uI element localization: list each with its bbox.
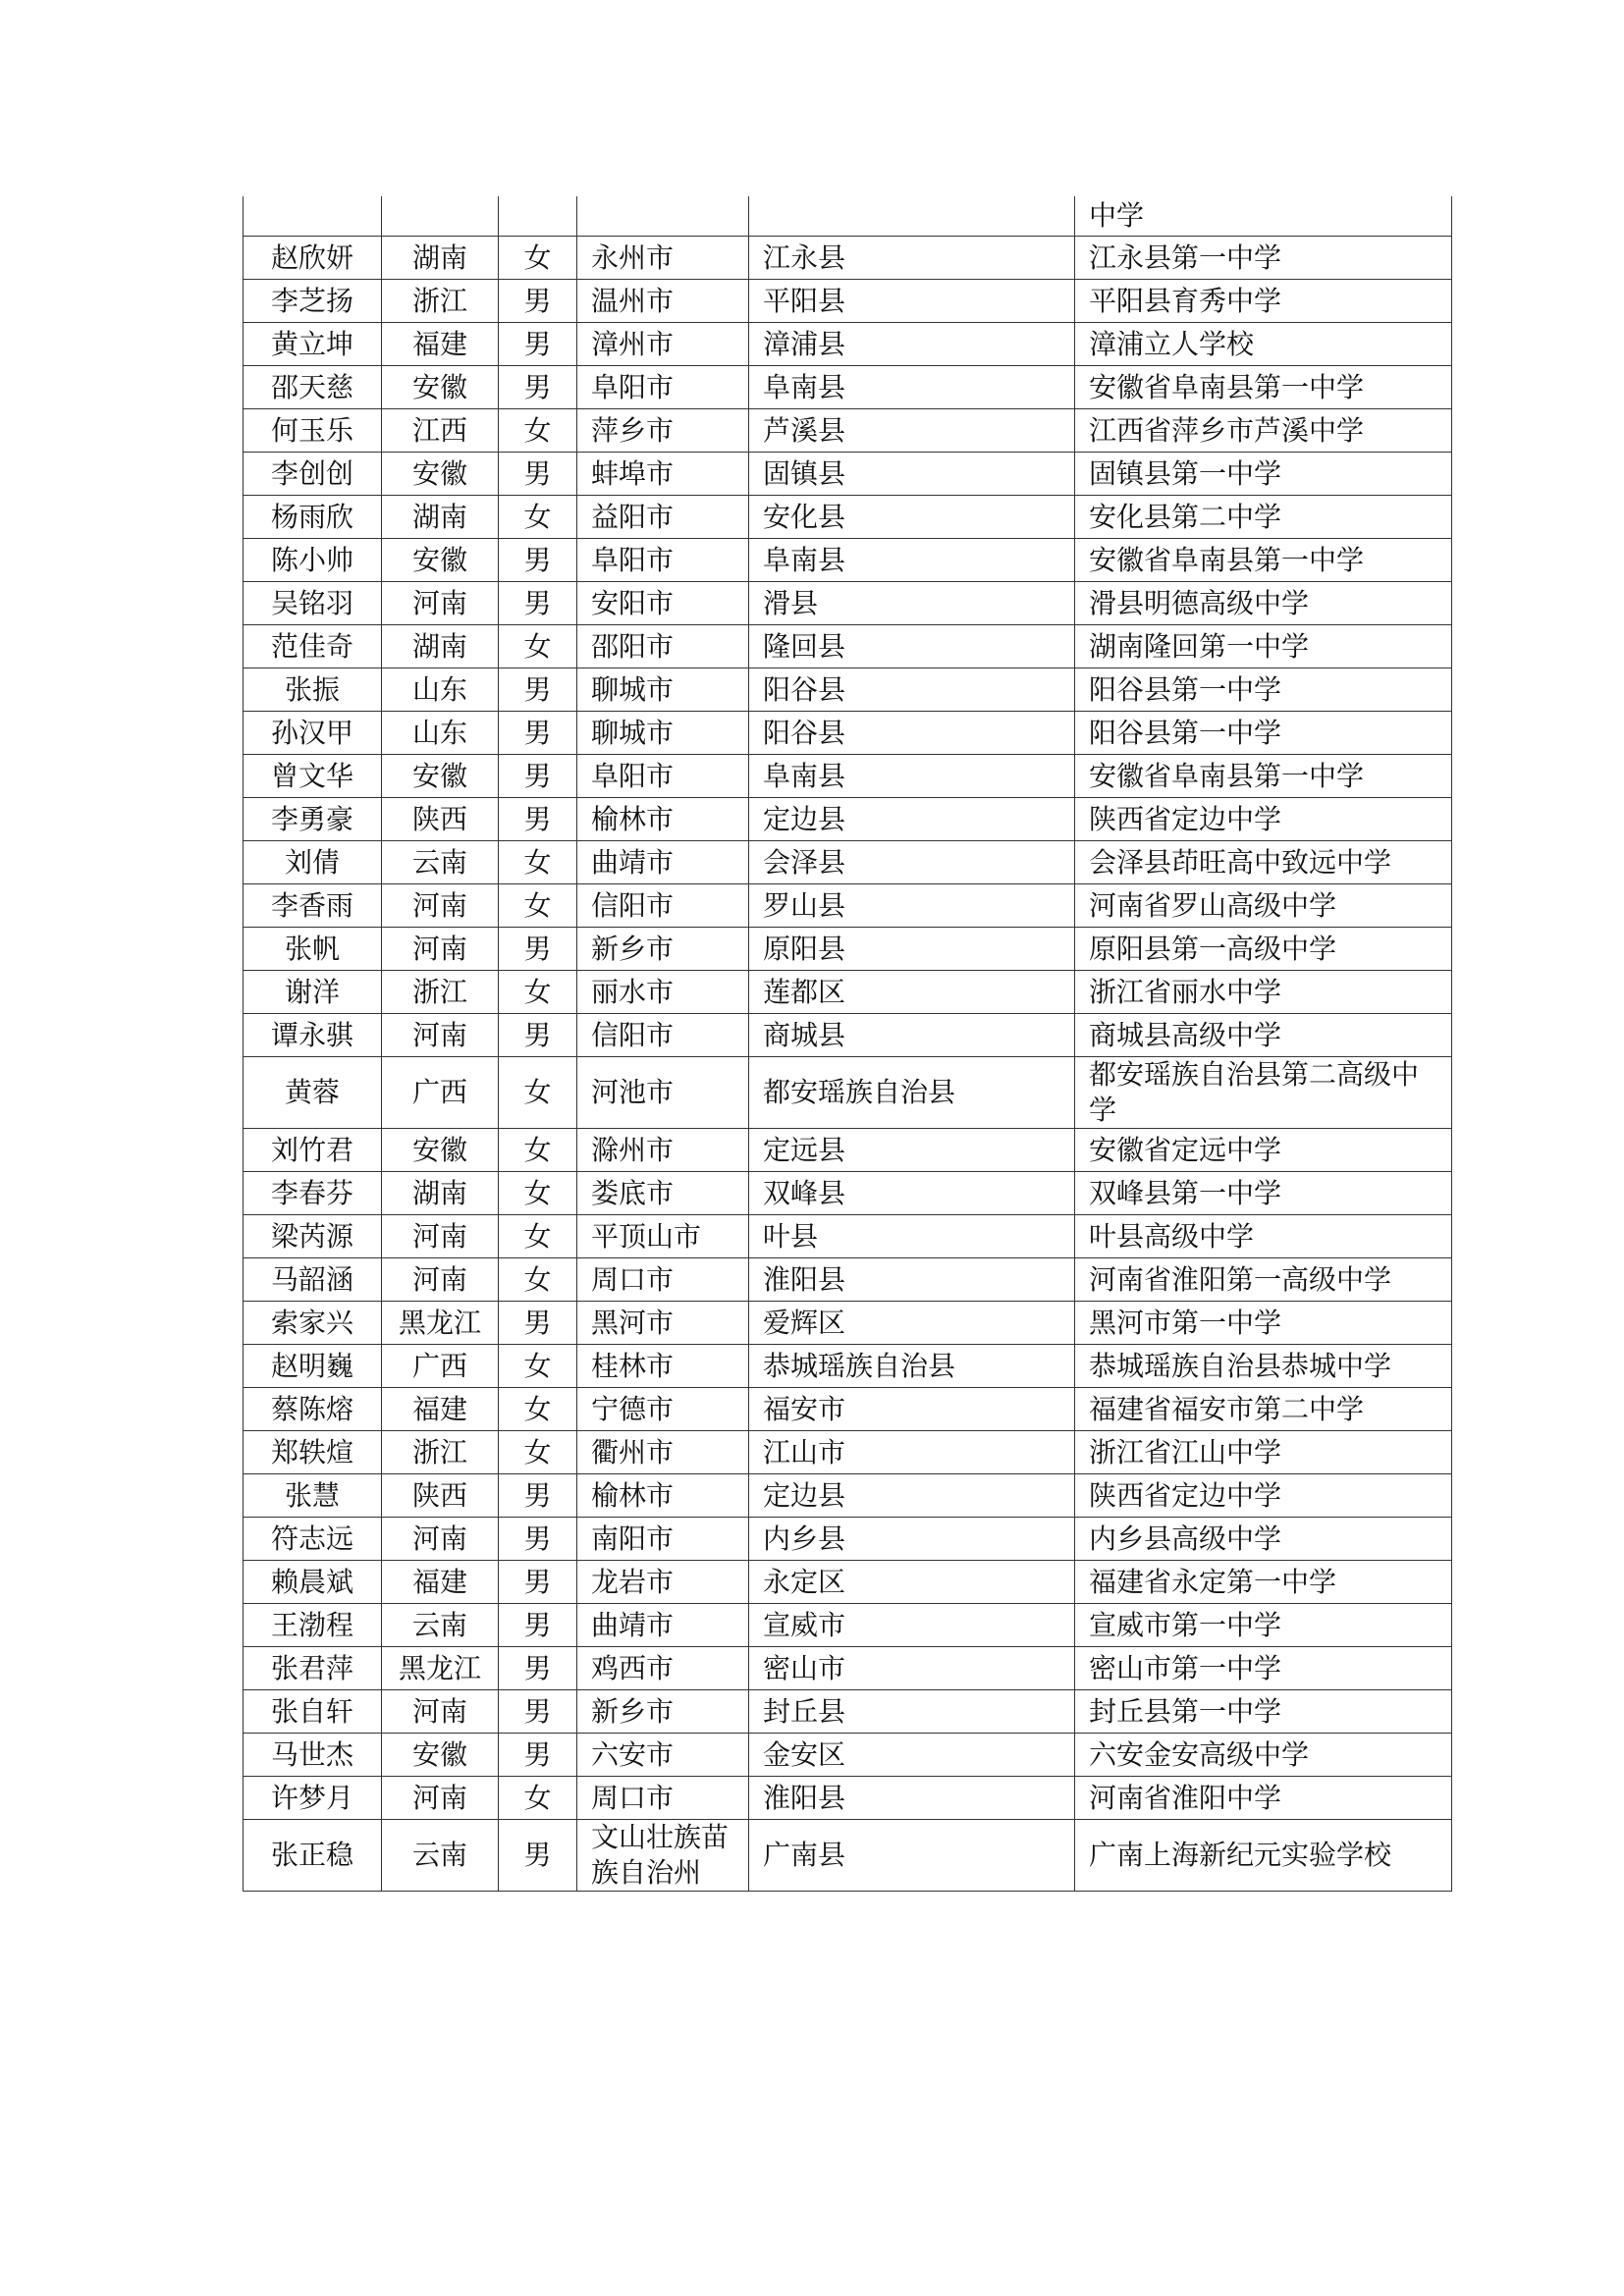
gender-cell: 女 xyxy=(499,1345,577,1388)
gender-cell: 女 xyxy=(499,1057,577,1129)
gender-cell: 男 xyxy=(499,453,577,496)
province-cell: 河南 xyxy=(382,1258,499,1302)
gender-cell: 女 xyxy=(499,1129,577,1172)
city-cell: 鸡西市 xyxy=(577,1647,749,1690)
table-row xyxy=(244,409,1452,453)
gender-cell: 女 xyxy=(499,1777,577,1820)
student-name-cell: 马世杰 xyxy=(244,1734,382,1777)
province-cell: 浙江 xyxy=(382,971,499,1014)
table-row xyxy=(244,712,1452,755)
school-cell: 滑县明德高级中学 xyxy=(1075,582,1452,625)
city-cell: 黑河市 xyxy=(577,1302,749,1345)
county-cell: 内乡县 xyxy=(749,1518,1075,1561)
province-cell: 湖南 xyxy=(382,237,499,280)
city-cell: 曲靖市 xyxy=(577,1604,749,1647)
county-cell: 芦溪县 xyxy=(749,409,1075,453)
table-row xyxy=(244,1258,1452,1302)
province-cell: 广西 xyxy=(382,1345,499,1388)
city-cell: 曲靖市 xyxy=(577,841,749,884)
student-name-cell: 李芝扬 xyxy=(244,280,382,323)
student-name-cell: 何玉乐 xyxy=(244,409,382,453)
school-cell: 安化县第二中学 xyxy=(1075,496,1452,539)
table-row xyxy=(244,1604,1452,1647)
table-row xyxy=(244,237,1452,280)
province-cell: 安徽 xyxy=(382,366,499,409)
table-row xyxy=(244,539,1452,582)
table-row xyxy=(244,453,1452,496)
province-cell: 黑龙江 xyxy=(382,1302,499,1345)
province-cell: 山东 xyxy=(382,668,499,712)
student-name-cell: 李创创 xyxy=(244,453,382,496)
table-row xyxy=(244,1057,1452,1129)
city-cell: 温州市 xyxy=(577,280,749,323)
county-cell: 恭城瑶族自治县 xyxy=(749,1345,1075,1388)
gender-cell: 女 xyxy=(499,496,577,539)
school-cell: 固镇县第一中学 xyxy=(1075,453,1452,496)
province-cell: 黑龙江 xyxy=(382,1647,499,1690)
school-cell: 江西省萍乡市芦溪中学 xyxy=(1075,409,1452,453)
gender-cell: 男 xyxy=(499,1820,577,1892)
city-cell: 萍乡市 xyxy=(577,409,749,453)
city-cell: 宁德市 xyxy=(577,1388,749,1431)
table-row xyxy=(244,928,1452,971)
province-cell: 安徽 xyxy=(382,539,499,582)
roster-body xyxy=(244,196,1452,1892)
city-cell: 漳州市 xyxy=(577,323,749,366)
gender-cell: 女 xyxy=(499,237,577,280)
county-cell xyxy=(749,196,1075,237)
student-name-cell: 范佳奇 xyxy=(244,625,382,668)
gender-cell: 男 xyxy=(499,1561,577,1604)
province-cell: 陕西 xyxy=(382,798,499,841)
school-cell: 安徽省阜南县第一中学 xyxy=(1075,366,1452,409)
student-name-cell: 曾文华 xyxy=(244,755,382,798)
student-name-cell: 张慧 xyxy=(244,1474,382,1518)
gender-cell: 男 xyxy=(499,1518,577,1561)
school-cell: 阳谷县第一中学 xyxy=(1075,668,1452,712)
student-name-cell: 张自轩 xyxy=(244,1690,382,1734)
county-cell: 固镇县 xyxy=(749,453,1075,496)
county-cell: 商城县 xyxy=(749,1014,1075,1057)
student-name-cell: 刘倩 xyxy=(244,841,382,884)
county-cell: 广南县 xyxy=(749,1820,1075,1892)
school-cell: 商城县高级中学 xyxy=(1075,1014,1452,1057)
province-cell: 河南 xyxy=(382,1777,499,1820)
school-cell: 河南省淮阳第一高级中学 xyxy=(1075,1258,1452,1302)
city-cell: 聊城市 xyxy=(577,668,749,712)
province-cell: 广西 xyxy=(382,1057,499,1129)
county-cell: 密山市 xyxy=(749,1647,1075,1690)
gender-cell: 男 xyxy=(499,323,577,366)
gender-cell: 男 xyxy=(499,366,577,409)
student-name-cell: 许梦月 xyxy=(244,1777,382,1820)
student-name-cell: 陈小帅 xyxy=(244,539,382,582)
gender-cell: 男 xyxy=(499,1302,577,1345)
table-row xyxy=(244,496,1452,539)
table-row xyxy=(244,798,1452,841)
county-cell: 金安区 xyxy=(749,1734,1075,1777)
city-cell: 邵阳市 xyxy=(577,625,749,668)
school-cell: 陕西省定边中学 xyxy=(1075,798,1452,841)
county-cell: 爱辉区 xyxy=(749,1302,1075,1345)
county-cell: 都安瑶族自治县 xyxy=(749,1057,1075,1129)
city-cell: 新乡市 xyxy=(577,928,749,971)
county-cell: 会泽县 xyxy=(749,841,1075,884)
student-name-cell: 谭永骐 xyxy=(244,1014,382,1057)
county-cell: 罗山县 xyxy=(749,884,1075,928)
table-row xyxy=(244,1820,1452,1892)
city-cell: 益阳市 xyxy=(577,496,749,539)
county-cell: 定边县 xyxy=(749,798,1075,841)
province-cell: 安徽 xyxy=(382,1734,499,1777)
table-row xyxy=(244,1647,1452,1690)
county-cell: 阳谷县 xyxy=(749,712,1075,755)
city-cell: 文山壮族苗族自治州 xyxy=(577,1820,749,1892)
city-cell xyxy=(577,196,749,237)
school-cell: 陕西省定边中学 xyxy=(1075,1474,1452,1518)
province-cell: 湖南 xyxy=(382,625,499,668)
gender-cell: 男 xyxy=(499,928,577,971)
county-cell: 定远县 xyxy=(749,1129,1075,1172)
student-name-cell: 杨雨欣 xyxy=(244,496,382,539)
gender-cell: 女 xyxy=(499,1388,577,1431)
province-cell: 安徽 xyxy=(382,755,499,798)
gender-cell: 男 xyxy=(499,798,577,841)
student-name-cell: 赵欣妍 xyxy=(244,237,382,280)
school-cell: 密山市第一中学 xyxy=(1075,1647,1452,1690)
school-cell: 阳谷县第一中学 xyxy=(1075,712,1452,755)
student-name-cell: 赖晨斌 xyxy=(244,1561,382,1604)
student-name-cell: 王渤程 xyxy=(244,1604,382,1647)
school-cell: 浙江省丽水中学 xyxy=(1075,971,1452,1014)
school-cell: 漳浦立人学校 xyxy=(1075,323,1452,366)
province-cell: 河南 xyxy=(382,1518,499,1561)
gender-cell: 男 xyxy=(499,1734,577,1777)
student-name-cell: 黄立坤 xyxy=(244,323,382,366)
table-row xyxy=(244,1431,1452,1474)
gender-cell: 男 xyxy=(499,280,577,323)
school-cell: 河南省罗山高级中学 xyxy=(1075,884,1452,928)
gender-cell: 女 xyxy=(499,409,577,453)
county-cell: 永定区 xyxy=(749,1561,1075,1604)
school-cell: 浙江省江山中学 xyxy=(1075,1431,1452,1474)
city-cell: 榆林市 xyxy=(577,1474,749,1518)
county-cell: 隆回县 xyxy=(749,625,1075,668)
gender-cell: 男 xyxy=(499,1474,577,1518)
province-cell: 安徽 xyxy=(382,1129,499,1172)
province-cell: 云南 xyxy=(382,1820,499,1892)
table-row xyxy=(244,1474,1452,1518)
gender-cell: 女 xyxy=(499,971,577,1014)
school-cell: 恭城瑶族自治县恭城中学 xyxy=(1075,1345,1452,1388)
gender-cell: 男 xyxy=(499,1604,577,1647)
province-cell: 河南 xyxy=(382,1215,499,1258)
county-cell: 滑县 xyxy=(749,582,1075,625)
province-cell: 安徽 xyxy=(382,453,499,496)
city-cell: 娄底市 xyxy=(577,1172,749,1215)
county-cell: 阜南县 xyxy=(749,366,1075,409)
school-cell: 六安金安高级中学 xyxy=(1075,1734,1452,1777)
table-row xyxy=(244,1172,1452,1215)
county-cell: 封丘县 xyxy=(749,1690,1075,1734)
city-cell: 阜阳市 xyxy=(577,366,749,409)
school-cell: 江永县第一中学 xyxy=(1075,237,1452,280)
student-name-cell: 梁芮源 xyxy=(244,1215,382,1258)
table-row xyxy=(244,196,1452,237)
gender-cell: 男 xyxy=(499,1690,577,1734)
table-row xyxy=(244,323,1452,366)
province-cell: 河南 xyxy=(382,1014,499,1057)
gender-cell: 男 xyxy=(499,1014,577,1057)
student-name-cell: 李春芬 xyxy=(244,1172,382,1215)
city-cell: 安阳市 xyxy=(577,582,749,625)
province-cell: 云南 xyxy=(382,1604,499,1647)
gender-cell: 女 xyxy=(499,1172,577,1215)
county-cell: 莲都区 xyxy=(749,971,1075,1014)
province-cell: 江西 xyxy=(382,409,499,453)
city-cell: 新乡市 xyxy=(577,1690,749,1734)
school-cell: 平阳县育秀中学 xyxy=(1075,280,1452,323)
table-row xyxy=(244,1345,1452,1388)
table-row xyxy=(244,1777,1452,1820)
table-row xyxy=(244,1734,1452,1777)
school-cell: 双峰县第一中学 xyxy=(1075,1172,1452,1215)
student-name-cell: 李香雨 xyxy=(244,884,382,928)
city-cell: 河池市 xyxy=(577,1057,749,1129)
city-cell: 平顶山市 xyxy=(577,1215,749,1258)
city-cell: 信阳市 xyxy=(577,884,749,928)
student-name-cell: 邵天慈 xyxy=(244,366,382,409)
county-cell: 双峰县 xyxy=(749,1172,1075,1215)
school-cell: 封丘县第一中学 xyxy=(1075,1690,1452,1734)
gender-cell: 男 xyxy=(499,1647,577,1690)
city-cell: 榆林市 xyxy=(577,798,749,841)
school-cell: 河南省淮阳中学 xyxy=(1075,1777,1452,1820)
student-name-cell: 谢洋 xyxy=(244,971,382,1014)
table-row xyxy=(244,625,1452,668)
school-cell: 会泽县茚旺高中致远中学 xyxy=(1075,841,1452,884)
gender-cell: 女 xyxy=(499,841,577,884)
city-cell: 蚌埠市 xyxy=(577,453,749,496)
gender-cell: 女 xyxy=(499,1215,577,1258)
school-cell: 黑河市第一中学 xyxy=(1075,1302,1452,1345)
table-row xyxy=(244,971,1452,1014)
student-name-cell: 赵明巍 xyxy=(244,1345,382,1388)
county-cell: 江永县 xyxy=(749,237,1075,280)
table-row xyxy=(244,1014,1452,1057)
province-cell: 河南 xyxy=(382,884,499,928)
county-cell: 阜南县 xyxy=(749,539,1075,582)
student-name-cell: 孙汉甲 xyxy=(244,712,382,755)
city-cell: 阜阳市 xyxy=(577,539,749,582)
student-name-cell: 黄蓉 xyxy=(244,1057,382,1129)
county-cell: 阳谷县 xyxy=(749,668,1075,712)
city-cell: 丽水市 xyxy=(577,971,749,1014)
gender-cell: 女 xyxy=(499,1258,577,1302)
city-cell: 桂林市 xyxy=(577,1345,749,1388)
gender-cell: 女 xyxy=(499,625,577,668)
school-cell: 宣威市第一中学 xyxy=(1075,1604,1452,1647)
province-cell: 云南 xyxy=(382,841,499,884)
school-cell: 湖南隆回第一中学 xyxy=(1075,625,1452,668)
county-cell: 宣威市 xyxy=(749,1604,1075,1647)
student-name-cell: 马韶涵 xyxy=(244,1258,382,1302)
table-row xyxy=(244,1518,1452,1561)
city-cell: 信阳市 xyxy=(577,1014,749,1057)
province-cell: 福建 xyxy=(382,1388,499,1431)
table-row xyxy=(244,1561,1452,1604)
province-cell: 福建 xyxy=(382,323,499,366)
student-name-cell xyxy=(244,196,382,237)
province-cell: 福建 xyxy=(382,1561,499,1604)
table-row xyxy=(244,1388,1452,1431)
gender-cell: 女 xyxy=(499,884,577,928)
county-cell: 淮阳县 xyxy=(749,1258,1075,1302)
table-row xyxy=(244,884,1452,928)
student-name-cell: 张正稳 xyxy=(244,1820,382,1892)
student-name-cell: 张振 xyxy=(244,668,382,712)
student-name-cell: 蔡陈熔 xyxy=(244,1388,382,1431)
province-cell: 河南 xyxy=(382,1690,499,1734)
table-row xyxy=(244,366,1452,409)
county-cell: 安化县 xyxy=(749,496,1075,539)
province-cell: 山东 xyxy=(382,712,499,755)
table-row xyxy=(244,1129,1452,1172)
province-cell xyxy=(382,196,499,237)
student-name-cell: 刘竹君 xyxy=(244,1129,382,1172)
school-cell: 福建省永定第一中学 xyxy=(1075,1561,1452,1604)
school-cell: 福建省福安市第二中学 xyxy=(1075,1388,1452,1431)
gender-cell xyxy=(499,196,577,237)
table-row xyxy=(244,668,1452,712)
school-cell: 原阳县第一高级中学 xyxy=(1075,928,1452,971)
county-cell: 叶县 xyxy=(749,1215,1075,1258)
city-cell: 周口市 xyxy=(577,1777,749,1820)
school-cell: 安徽省阜南县第一中学 xyxy=(1075,755,1452,798)
table-row xyxy=(244,841,1452,884)
school-cell: 叶县高级中学 xyxy=(1075,1215,1452,1258)
county-cell: 平阳县 xyxy=(749,280,1075,323)
table-row xyxy=(244,1215,1452,1258)
student-name-cell: 吴铭羽 xyxy=(244,582,382,625)
county-cell: 福安市 xyxy=(749,1388,1075,1431)
county-cell: 原阳县 xyxy=(749,928,1075,971)
county-cell: 漳浦县 xyxy=(749,323,1075,366)
school-cell: 广南上海新纪元实验学校 xyxy=(1075,1820,1452,1892)
school-cell: 中学 xyxy=(1075,196,1452,237)
county-cell: 淮阳县 xyxy=(749,1777,1075,1820)
table-row xyxy=(244,1302,1452,1345)
school-cell: 安徽省阜南县第一中学 xyxy=(1075,539,1452,582)
student-name-cell: 张君萍 xyxy=(244,1647,382,1690)
city-cell: 聊城市 xyxy=(577,712,749,755)
city-cell: 滁州市 xyxy=(577,1129,749,1172)
province-cell: 湖南 xyxy=(382,1172,499,1215)
school-cell: 都安瑶族自治县第二高级中学 xyxy=(1075,1057,1452,1129)
student-roster-table xyxy=(243,196,1452,1892)
city-cell: 六安市 xyxy=(577,1734,749,1777)
gender-cell: 男 xyxy=(499,712,577,755)
province-cell: 浙江 xyxy=(382,280,499,323)
province-cell: 浙江 xyxy=(382,1431,499,1474)
table-row xyxy=(244,582,1452,625)
gender-cell: 男 xyxy=(499,539,577,582)
county-cell: 阜南县 xyxy=(749,755,1075,798)
city-cell: 阜阳市 xyxy=(577,755,749,798)
province-cell: 陕西 xyxy=(382,1474,499,1518)
table-row xyxy=(244,280,1452,323)
table-row xyxy=(244,755,1452,798)
student-name-cell: 张帆 xyxy=(244,928,382,971)
province-cell: 河南 xyxy=(382,928,499,971)
gender-cell: 男 xyxy=(499,668,577,712)
province-cell: 河南 xyxy=(382,582,499,625)
school-cell: 安徽省定远中学 xyxy=(1075,1129,1452,1172)
province-cell: 湖南 xyxy=(382,496,499,539)
gender-cell: 男 xyxy=(499,582,577,625)
county-cell: 定边县 xyxy=(749,1474,1075,1518)
gender-cell: 男 xyxy=(499,755,577,798)
student-name-cell: 索家兴 xyxy=(244,1302,382,1345)
city-cell: 龙岩市 xyxy=(577,1561,749,1604)
city-cell: 周口市 xyxy=(577,1258,749,1302)
city-cell: 永州市 xyxy=(577,237,749,280)
student-name-cell: 郑轶煊 xyxy=(244,1431,382,1474)
table-row xyxy=(244,1690,1452,1734)
student-name-cell: 李勇豪 xyxy=(244,798,382,841)
school-cell: 内乡县高级中学 xyxy=(1075,1518,1452,1561)
student-name-cell: 符志远 xyxy=(244,1518,382,1561)
county-cell: 江山市 xyxy=(749,1431,1075,1474)
city-cell: 衢州市 xyxy=(577,1431,749,1474)
city-cell: 南阳市 xyxy=(577,1518,749,1561)
gender-cell: 女 xyxy=(499,1431,577,1474)
